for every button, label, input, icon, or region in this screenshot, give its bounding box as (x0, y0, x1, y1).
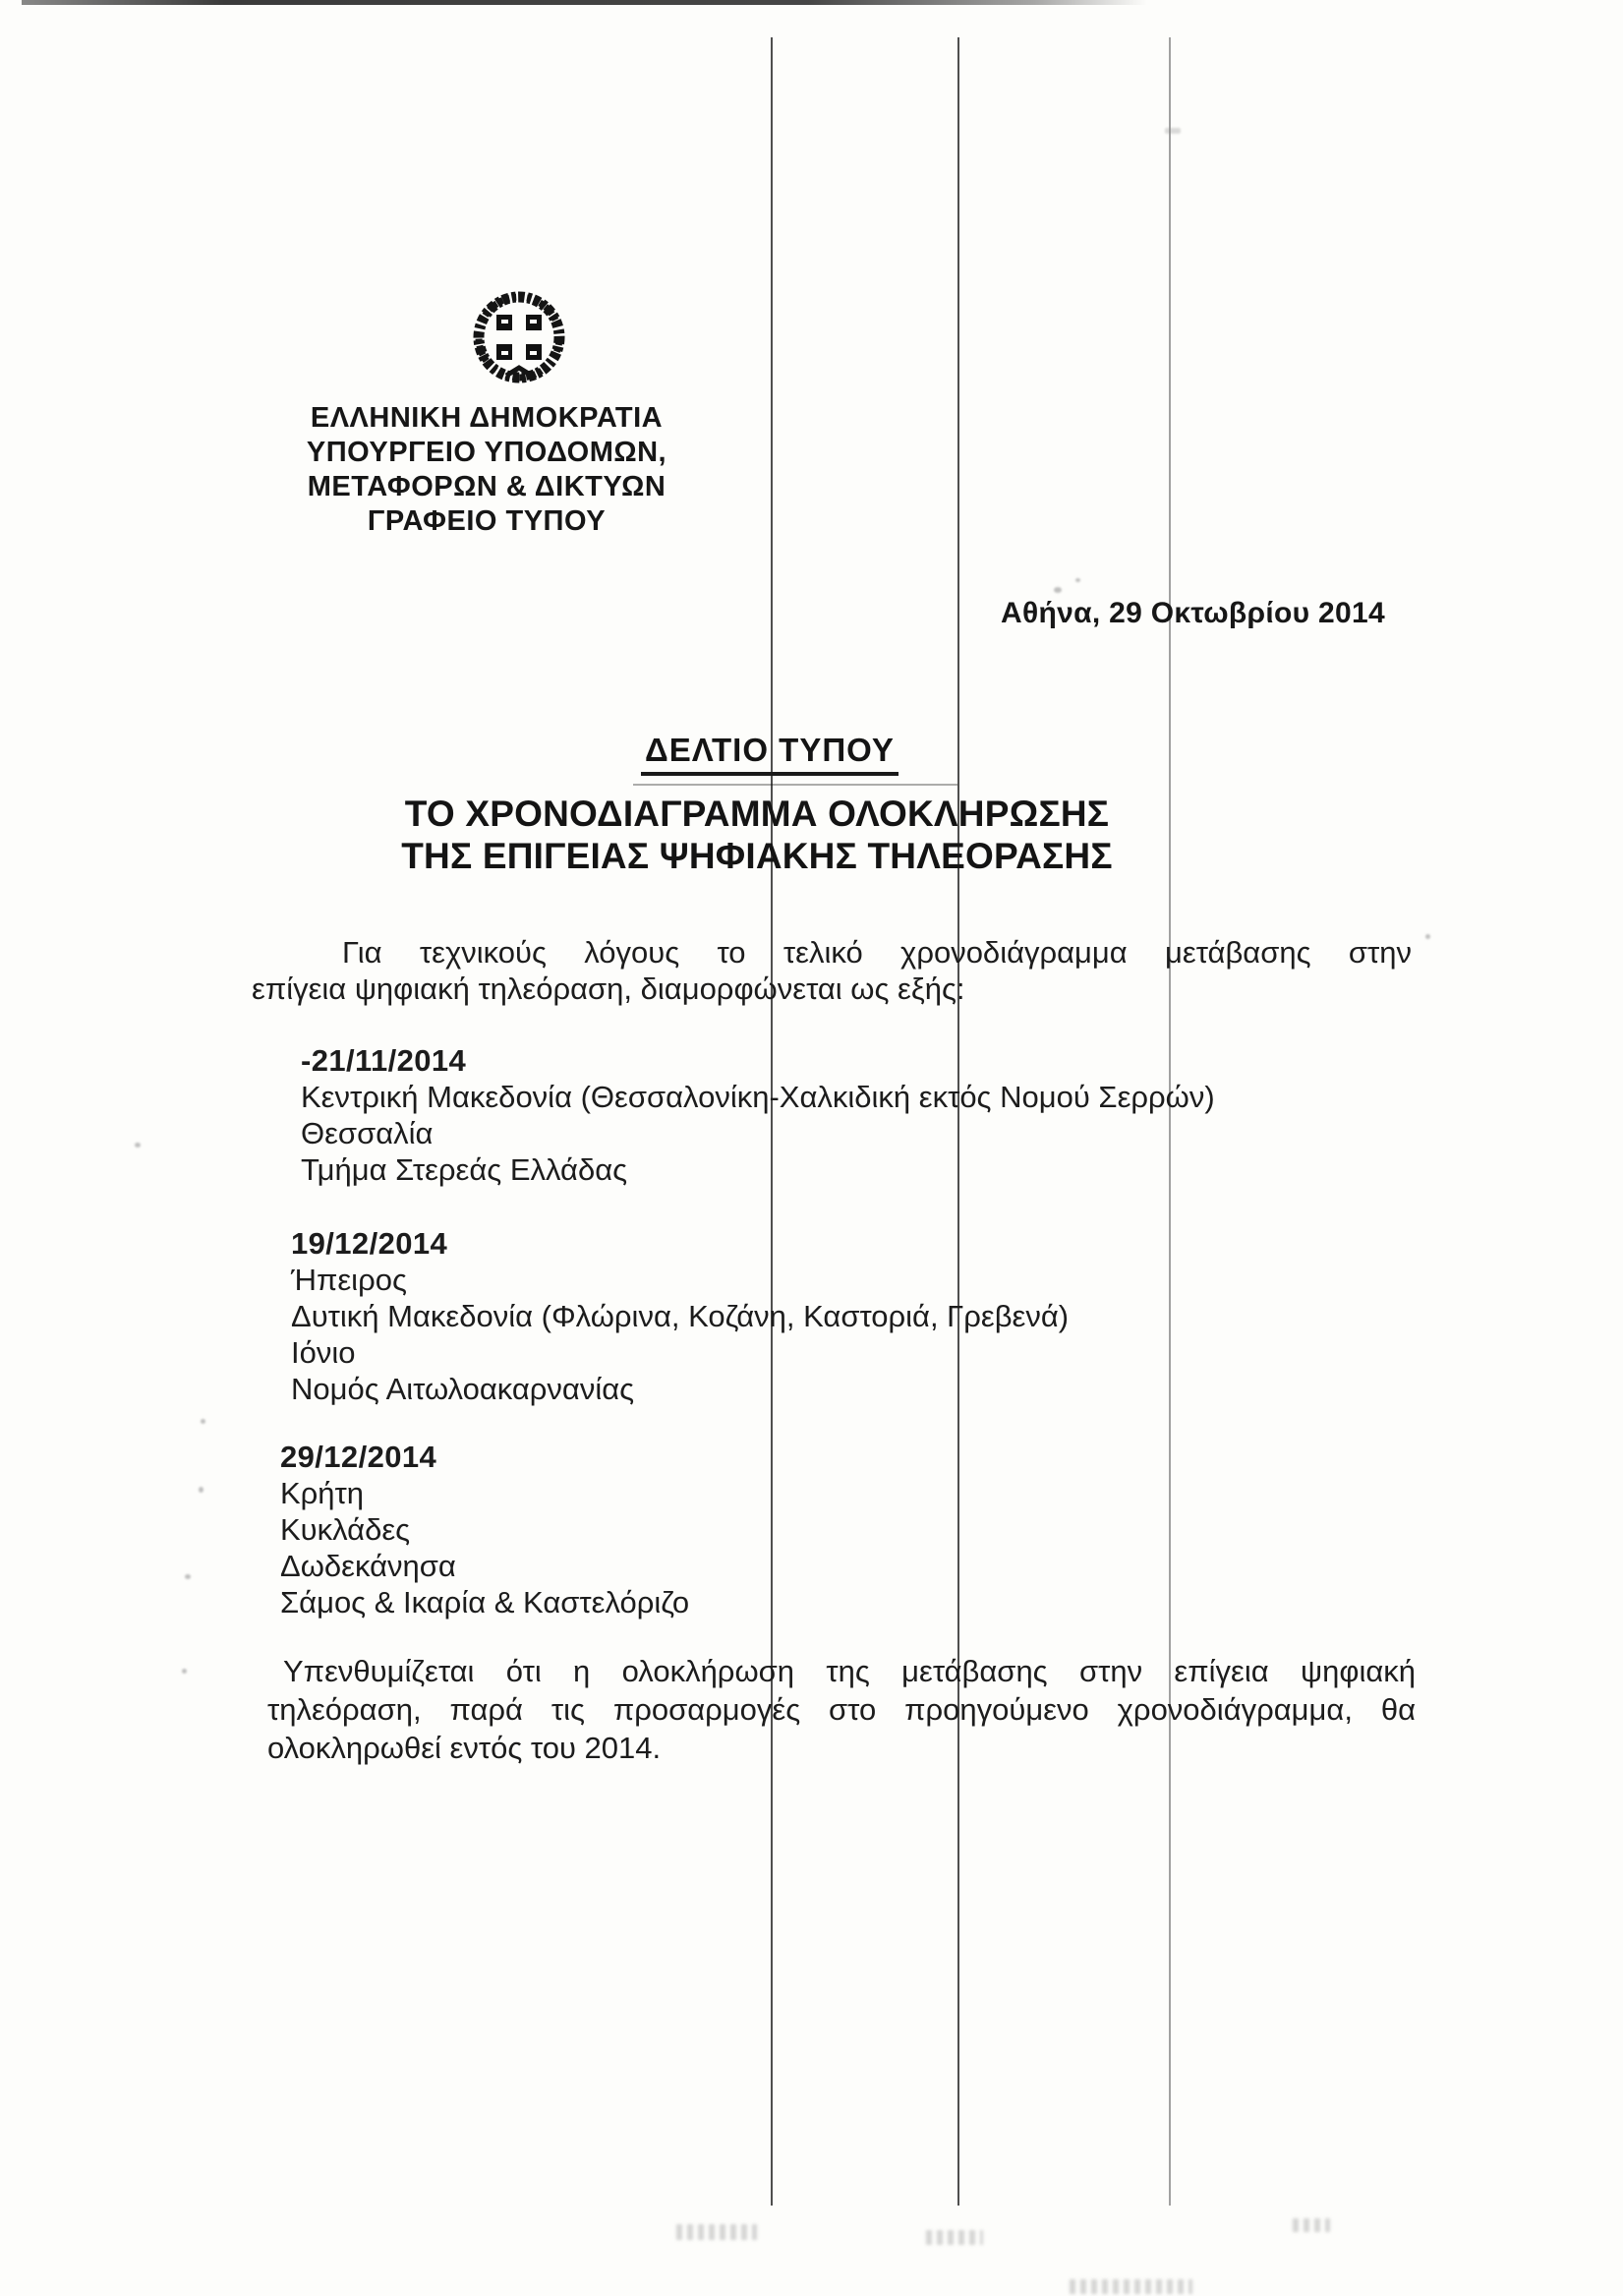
scan-speck (135, 1143, 141, 1148)
schedule-block-3 (280, 1439, 689, 1620)
agency-line-3: ΜΕΤΑΦΟΡΩΝ & ΔΙΚΤΥΩΝ (307, 471, 667, 502)
agency-line-2: ΥΠΟΥΡΓΕΙΟ ΥΠΟΔΟΜΩΝ, (306, 437, 667, 468)
title-line-1: ΤΟ ΧΡΟΝΟΔΙΑΓΡΑΜΜΑ ΟΛΟΚΛΗΡΩΣΗΣ (404, 794, 1110, 834)
title-line-2: ΤΗΣ ΕΠΙΓΕΙΑΣ ΨΗΦΙΑΚΗΣ ΤΗΛΕΟΡΑΣΗΣ (401, 836, 1113, 876)
closing-paragraph (267, 1652, 1416, 1767)
schedule-region: Δωδεκάνησα (280, 1549, 456, 1583)
intro-line-1: Για τεχνικούς λόγους το τελικό χρονοδιάγραμμα μετάβασης στην (342, 935, 1412, 970)
closing-line-3: ολοκληρωθεί εντός του 2014. (267, 1731, 662, 1765)
schedule-date: -21/11/2014 (301, 1043, 467, 1078)
schedule-block-2 (291, 1225, 1069, 1407)
scan-artifact (1293, 2218, 1330, 2232)
agency-line-1: ΕΛΛΗΝΙΚΗ ΔΗΜΟΚΡΑΤΙΑ (310, 402, 664, 434)
scan-speck (1425, 934, 1430, 939)
scan-speck (182, 1669, 187, 1674)
closing-line-1: Υπενθυμίζεται ότι η ολοκλήρωση της μετάβασης στην επίγεια ψηφιακή (283, 1654, 1416, 1688)
scan-edge-line (22, 0, 1147, 5)
schedule-region: Σάμος & Ικαρία & Καστελόριζο (280, 1585, 690, 1619)
closing-line-2: τηλεόραση, παρά τις προσαρμογές στο προηγούμενο χρονοδιάγραμμα, θα (267, 1692, 1416, 1727)
agency-line-4: ΓΡΑΦΕΙΟ ΤΥΠΟΥ (367, 505, 607, 537)
schedule-region: Ιόνιο (291, 1335, 356, 1370)
schedule-region: Ήπειρος (291, 1263, 407, 1297)
schedule-block-1 (301, 1042, 1215, 1188)
scan-artifact (926, 2230, 983, 2245)
document-title (290, 793, 1224, 877)
schedule-date: 29/12/2014 (280, 1440, 437, 1474)
schedule-region: Κρήτη (280, 1476, 365, 1510)
agency-header (280, 401, 693, 539)
schedule-region: Τμήμα Στερεάς Ελλάδας (301, 1152, 628, 1187)
schedule-region: Κεντρική Μακεδονία (Θεσσαλονίκη-Χαλκιδική εκτός Νομού Σερρών) (301, 1080, 1215, 1114)
schedule-region: Κυκλάδες (280, 1512, 411, 1547)
schedule-region: Δυτική Μακεδονία (Φλώρινα, Κοζάνη, Καστοριά, Γρεβενά) (291, 1299, 1070, 1333)
scan-speck (199, 1487, 203, 1493)
intro-paragraph (252, 934, 1412, 1007)
schedule-region: Θεσσαλία (301, 1116, 434, 1150)
underline-smear (633, 784, 957, 786)
scan-speck (185, 1574, 191, 1579)
scan-speck (1165, 128, 1181, 134)
intro-line-2: επίγεια ψηφιακή τηλεόραση, διαμορφώνεται ως εξής: (252, 971, 965, 1006)
scan-speck (1054, 587, 1062, 593)
scan-speck (201, 1419, 205, 1424)
schedule-date: 19/12/2014 (291, 1226, 448, 1261)
schedule-region: Νομός Αιτωλοακαρνανίας (291, 1372, 635, 1406)
scan-speck (1075, 578, 1080, 582)
dateline: Αθήνα, 29 Οκτωβρίου 2014 (1001, 597, 1385, 629)
scan-artifact (676, 2224, 757, 2240)
press-release-label: ΔΕΛΤΙΟ ΤΥΠΟΥ (641, 732, 898, 776)
greek-coat-of-arms-icon (469, 289, 569, 389)
scan-artifact (1070, 2279, 1192, 2294)
